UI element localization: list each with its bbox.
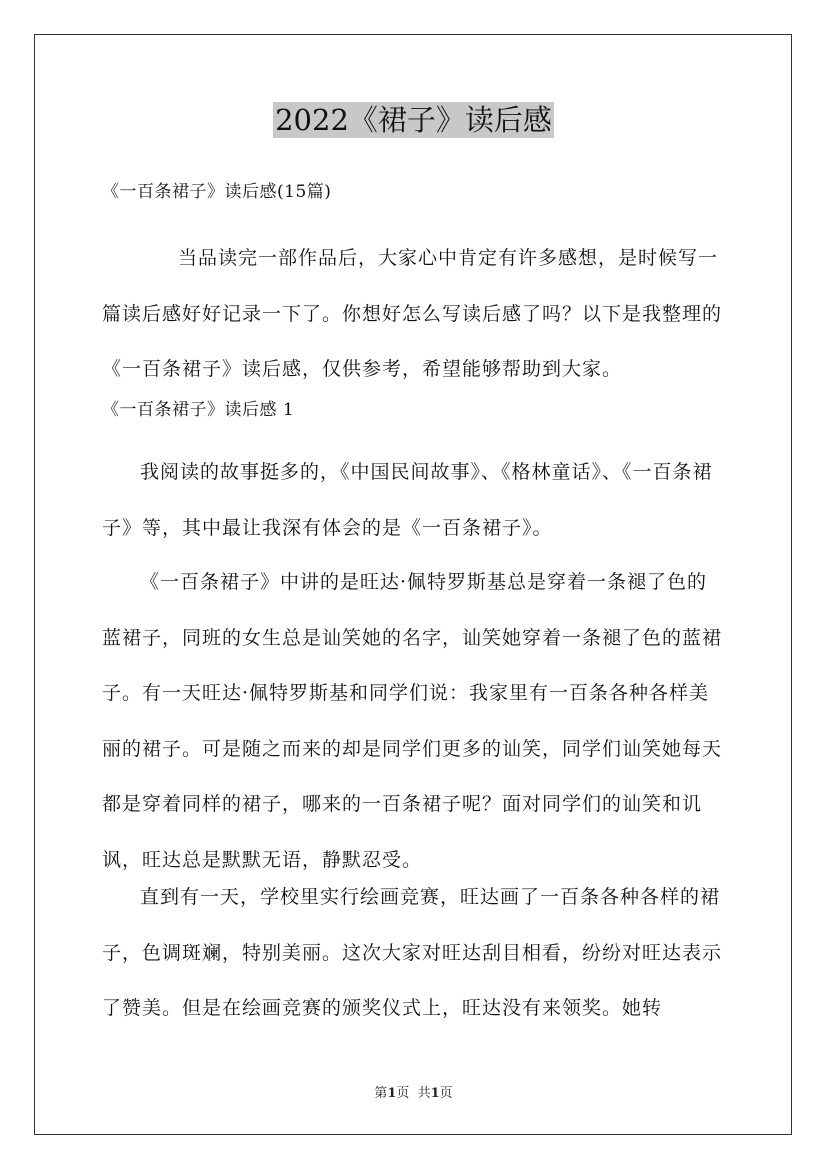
footer-mid: 页 共	[396, 1086, 431, 1101]
page-footer	[0, 1082, 827, 1101]
footer-total-pages: 1	[430, 1086, 440, 1101]
document-title-text: 2022《裙子》读后感	[275, 103, 552, 137]
section-heading: 《一百条裙子》读后感 1	[102, 400, 295, 420]
footer-page-number: 1	[387, 1086, 397, 1101]
document-title	[0, 100, 827, 140]
body-paragraph-1: 我阅读的故事挺多的，《中国民间故事》、《格林童话》、《一百条裙子》等，其中最让我深有体会的是《一百条裙子》。	[102, 461, 713, 539]
intro-paragraph: 当品读完一部作品后，大家心中肯定有许多感想，是时候写一篇读后感好好记录一下了。你想好怎么写读后感了吗？以下是我整理的《一百条裙子》读后感，仅供参考，希望能够帮助到大家。	[102, 247, 723, 380]
body-paragraph-3: 直到有一天，学校里实行绘画竞赛，旺达画了一百条各种各样的裙子，色调斑斓，特别美丽。这次大家对旺达刮目相看，纷纷对旺达表示了赞美。但是在绘画竞赛的颁奖仪式上，旺达没有来领奖。她转	[102, 886, 723, 1019]
main-heading: 《一百条裙子》读后感(15篇)	[102, 182, 332, 202]
body-paragraph-2: 《一百条裙子》中讲的是旺达·佩特罗斯基总是穿着一条褪了色的蓝裙子，同班的女生总是讪笑她的名字，讪笑她穿着一条褪了色的蓝裙子。有一天旺达·佩特罗斯基和同学们说：我家里有一百条各种各样美丽的裙子。可是随之而来的却是同学们更多的讪笑，同学们讪笑她每天都是穿着同样的裙子，哪来的一百条裙子呢？面对同学们的讪笑和讥讽，旺达总是默默无语，静默忍受。	[102, 571, 723, 871]
footer-prefix: 第	[374, 1086, 388, 1101]
footer-suffix: 页	[439, 1086, 453, 1101]
